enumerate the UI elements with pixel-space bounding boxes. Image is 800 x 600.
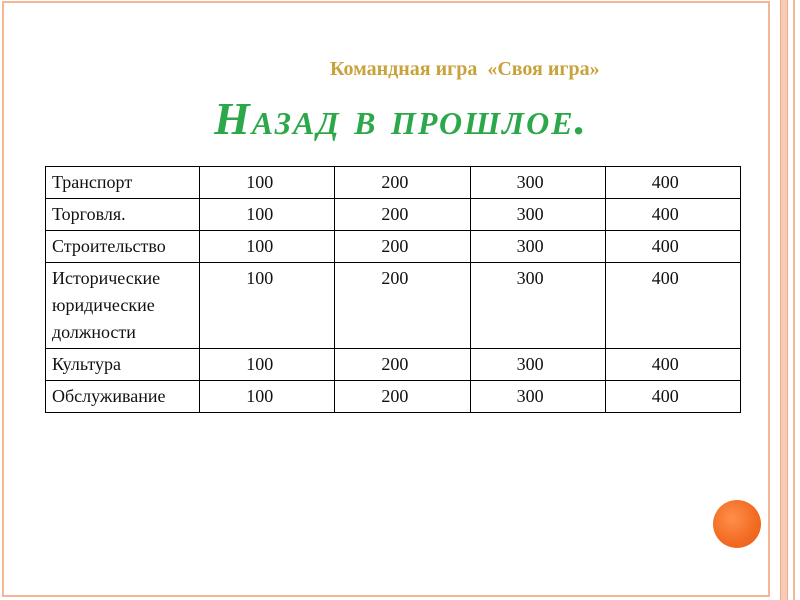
points-cell[interactable]: 200 xyxy=(335,349,470,381)
points-cell[interactable]: 200 xyxy=(335,381,470,413)
slide-subtitle: Командная игра «Своя игра» xyxy=(330,58,600,80)
points-cell[interactable]: 100 xyxy=(200,199,335,231)
category-cell: Культура xyxy=(46,349,200,381)
points-cell[interactable]: 200 xyxy=(335,231,470,263)
points-cell[interactable]: 100 xyxy=(200,263,335,349)
points-cell[interactable]: 400 xyxy=(605,349,740,381)
category-cell: Строительство xyxy=(46,231,200,263)
points-cell[interactable]: 300 xyxy=(470,349,605,381)
points-cell[interactable]: 300 xyxy=(470,199,605,231)
slide-title: Назад в прошлое. xyxy=(214,93,589,144)
points-cell[interactable]: 200 xyxy=(335,199,470,231)
table-row xyxy=(46,167,741,199)
table-row xyxy=(46,381,741,413)
points-cell[interactable]: 300 xyxy=(470,263,605,349)
points-cell[interactable]: 400 xyxy=(605,199,740,231)
points-cell[interactable]: 300 xyxy=(470,167,605,199)
category-cell: Обслуживание xyxy=(46,381,200,413)
points-cell[interactable]: 100 xyxy=(200,381,335,413)
points-cell[interactable]: 100 xyxy=(200,231,335,263)
table-row xyxy=(46,263,741,349)
points-cell[interactable]: 400 xyxy=(605,263,740,349)
points-cell[interactable]: 400 xyxy=(605,231,740,263)
game-board-table xyxy=(45,166,741,413)
category-cell: Торговля. xyxy=(46,199,200,231)
points-cell[interactable]: 300 xyxy=(470,231,605,263)
table-row xyxy=(46,231,741,263)
points-cell[interactable]: 100 xyxy=(200,349,335,381)
points-cell[interactable]: 200 xyxy=(335,263,470,349)
navigation-dot-button[interactable] xyxy=(713,500,761,548)
points-cell[interactable]: 300 xyxy=(470,381,605,413)
slide-border-stripe xyxy=(780,0,788,600)
points-cell[interactable]: 100 xyxy=(200,167,335,199)
table-row xyxy=(46,199,741,231)
table-row xyxy=(46,349,741,381)
slide-border-line xyxy=(793,0,795,600)
points-cell[interactable]: 200 xyxy=(335,167,470,199)
category-cell: Транспорт xyxy=(46,167,200,199)
points-cell[interactable]: 400 xyxy=(605,167,740,199)
category-cell: Исторические юридические должности xyxy=(46,263,200,349)
points-cell[interactable]: 400 xyxy=(605,381,740,413)
